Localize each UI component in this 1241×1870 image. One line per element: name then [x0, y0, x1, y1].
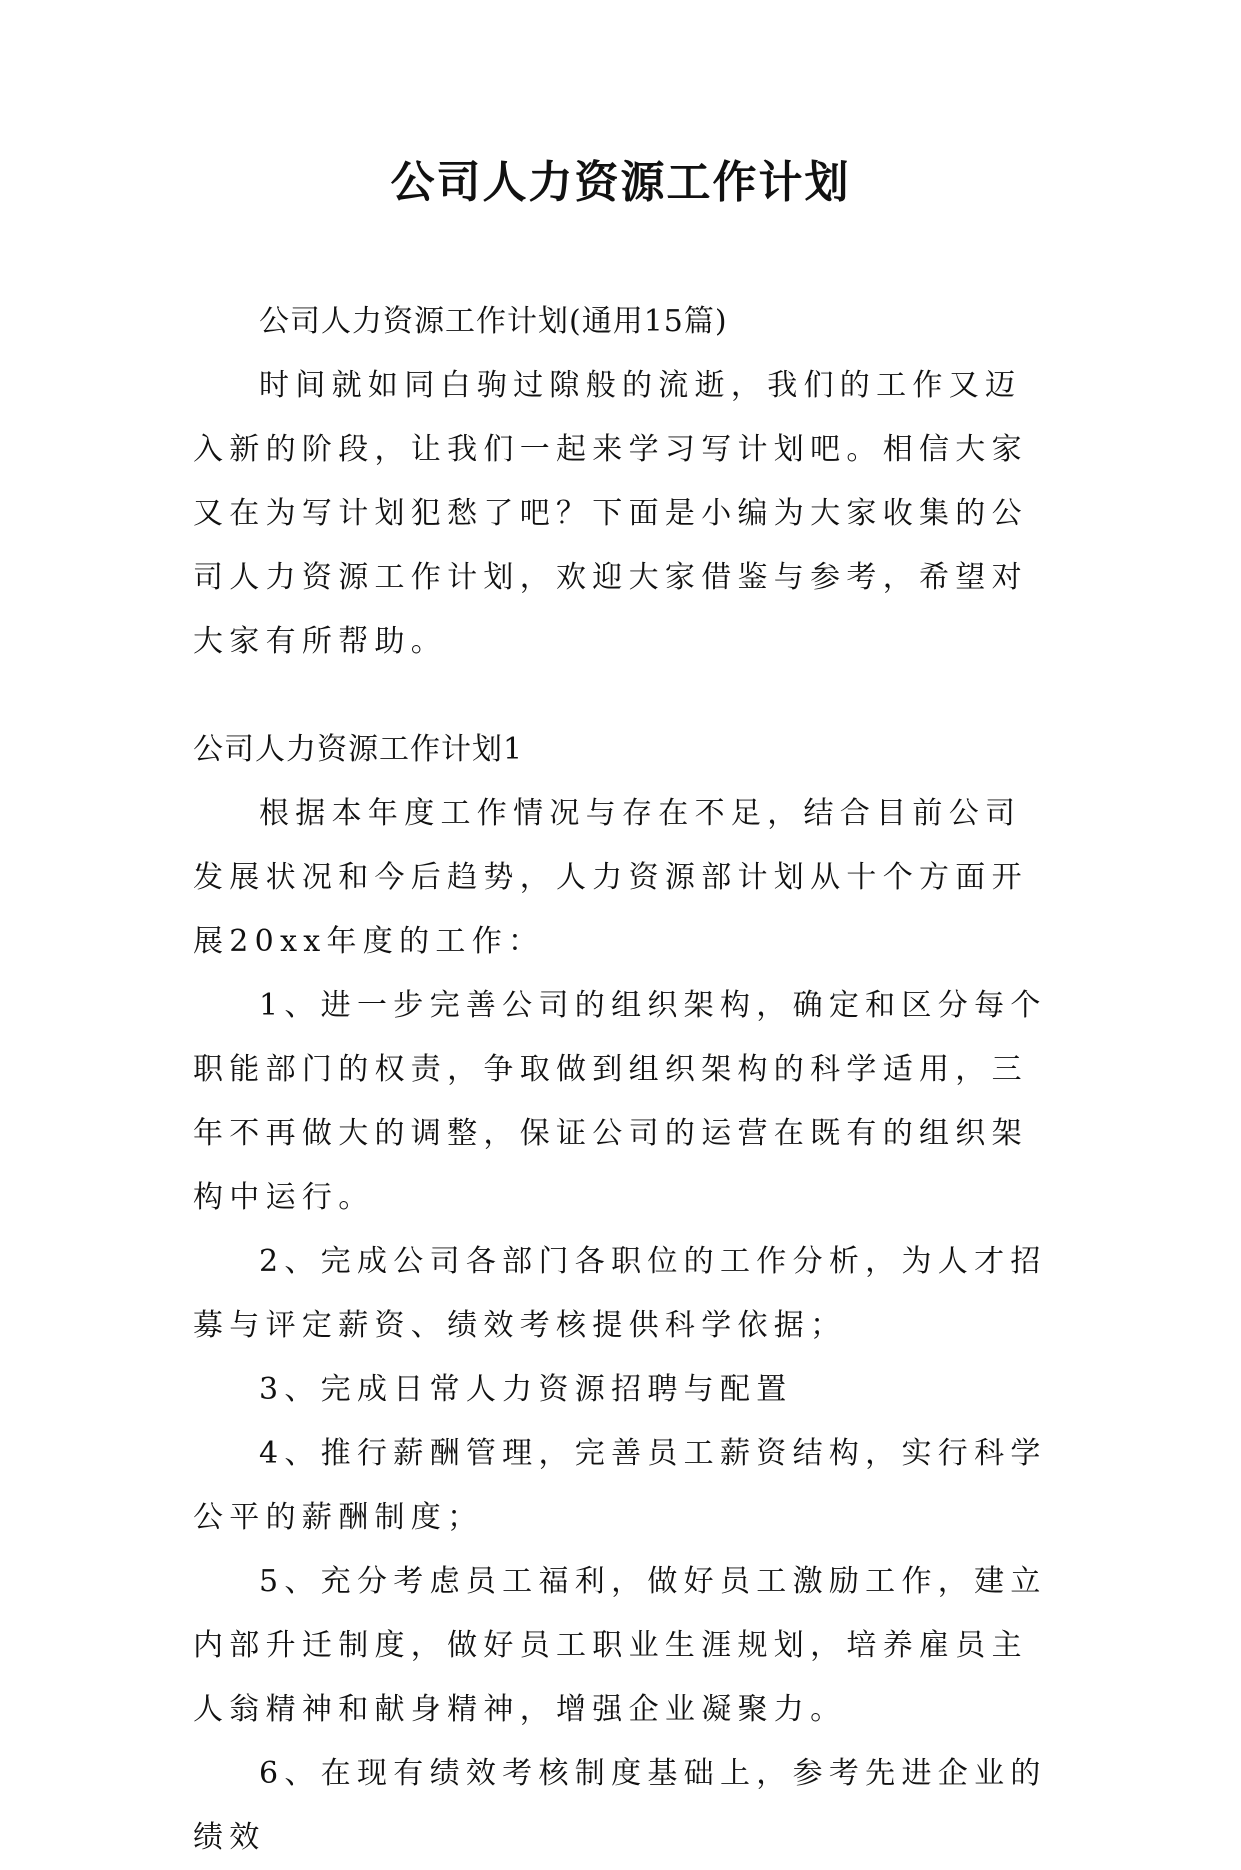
list-item-6: 6、在现有绩效考核制度基础上，参考先进企业的绩效	[193, 1756, 1047, 1855]
list-item-4: 4、推行薪酬管理，完善员工薪资结构，实行科学公平的薪酬制度；	[193, 1436, 1047, 1535]
list-item-2: 2、完成公司各部门各职位的工作分析，为人才招募与评定薪资、绩效考核提供科学依据；	[193, 1244, 1047, 1343]
list-item-1: 1、进一步完善公司的组织架构，确定和区分每个职能部门的权责，争取做到组织架构的科学适用，三年不再做大的调整，保证公司的运营在既有的组织架构中运行。	[193, 988, 1047, 1215]
document-title: 公司人力资源工作计划	[390, 157, 851, 208]
document-subtitle: 公司人力资源工作计划(通用15篇)	[259, 304, 728, 339]
body-paragraph: 根据本年度工作情况与存在不足，结合目前公司发展状况和今后趋势，人力资源部计划从十个方面开展20xx年度的工作：	[193, 796, 1028, 959]
document-body	[193, 290, 1055, 1870]
intro-paragraph: 时间就如同白驹过隙般的流逝，我们的工作又迈入新的阶段，让我们一起来学习写计划吧。相信大家又在为写计划犯愁了吧？下面是小编为大家收集的公司人力资源工作计划，欢迎大家借鉴与参考，希望对大家有所帮助。	[193, 368, 1028, 659]
section-heading: 公司人力资源工作计划1	[193, 732, 524, 767]
list-item-5: 5、充分考虑员工福利，做好员工激励工作，建立内部升迁制度，做好员工职业生涯规划，培养雇员主人翁精神和献身精神，增强企业凝聚力。	[193, 1564, 1047, 1727]
list-item-3: 3、完成日常人力资源招聘与配置	[259, 1372, 793, 1407]
